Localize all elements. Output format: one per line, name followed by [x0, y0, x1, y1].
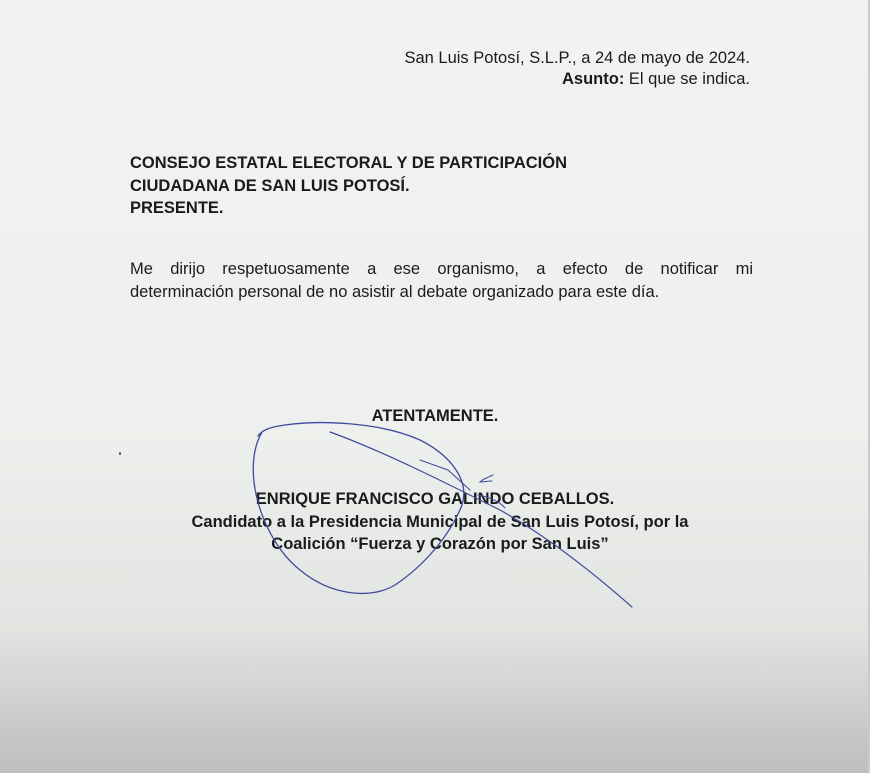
subject-label: Asunto: — [562, 70, 625, 88]
subject-value: El que se indica. — [624, 70, 750, 88]
signatory-coalition: Coalición “Fuerza y Corazón por San Luis” — [271, 535, 609, 553]
recipient-line-1: CONSEJO ESTATAL ELECTORAL Y DE PARTICIPACIÓN — [130, 154, 568, 172]
place-date: San Luis Potosí, S.L.P., a 24 de mayo de 2024. — [404, 49, 750, 67]
body-line-1: Me dirijo respetuosamente a ese organismo, a efecto de notificar mi — [130, 260, 753, 278]
recipient-greeting: PRESENTE. — [130, 199, 224, 217]
subject-line — [562, 69, 750, 89]
recipient-line-2: CIUDADANA DE SAN LUIS POTOSÍ. — [130, 177, 410, 195]
signatory-title: Candidato a la Presidencia Municipal de San Luis Potosí, por la — [191, 513, 689, 531]
signatory-name: ENRIQUE FRANCISCO GALINDO CEBALLOS. — [255, 490, 615, 508]
body-line-2: determinación personal de no asistir al debate organizado para este día. — [130, 283, 660, 301]
paper-speck — [119, 452, 121, 455]
closing: ATENTAMENTE. — [371, 407, 499, 425]
